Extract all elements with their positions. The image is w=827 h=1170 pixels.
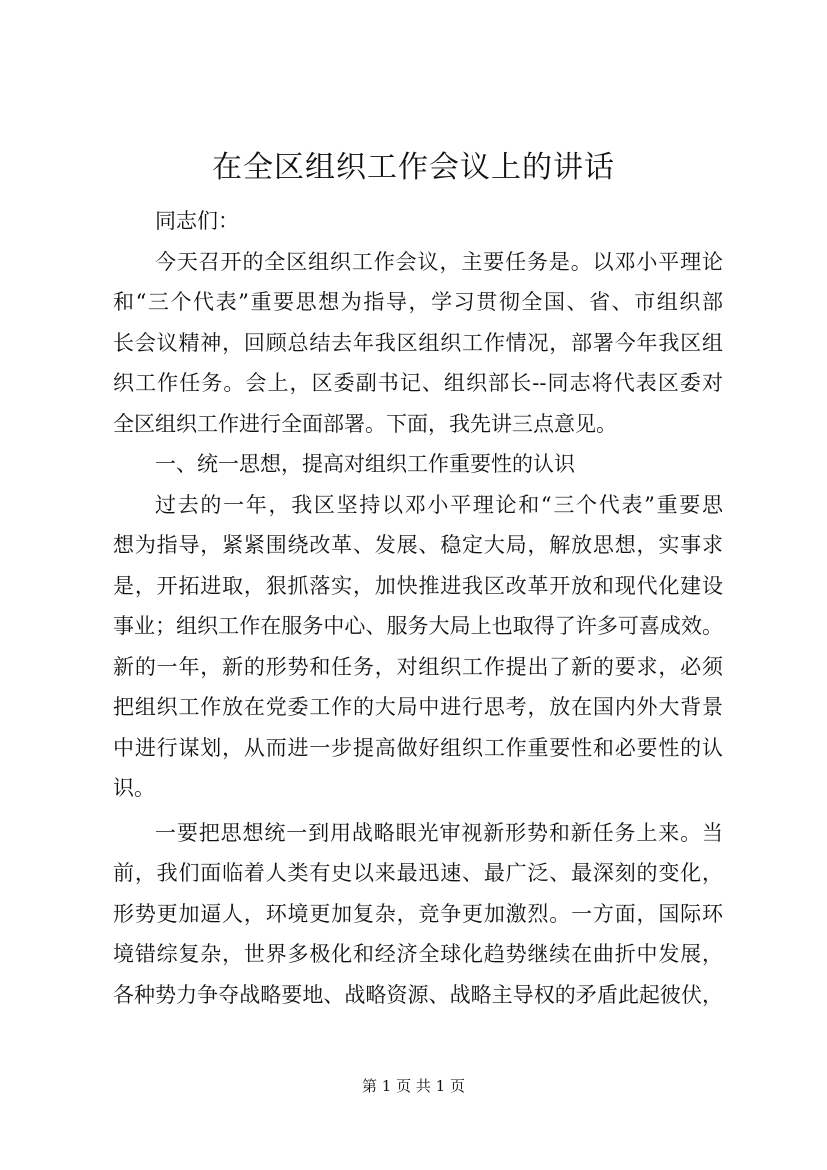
text-line: 是，开拓进取，狠抓落实，加快推进我区改革开放和现代化建设 (113, 573, 723, 598)
text-line: 一要把思想统一到用战略眼光审视新形势和新任务上来。当 (155, 820, 723, 845)
text-line: 识。 (113, 776, 155, 800)
text-line: 想为指导，紧紧围绕改革、发展、稳定大局，解放思想，实事求 (113, 533, 723, 557)
salutation-line: 同志们： (155, 209, 239, 233)
text-line: 各种势力争夺战略要地、战略资源、战略主导权的矛盾此起彼伏， (113, 982, 723, 1007)
text-line: 长会议精神，回顾总结去年我区组织工作情况，部署今年我区组 (113, 330, 723, 355)
text-line: 事业；组织工作在服务中心、服务大局上也取得了许多可喜成效。 (113, 614, 723, 638)
document-body (113, 201, 723, 1015)
text-line: 织工作任务。会上，区委副书记、组织部长--同志将代表区委对 (113, 371, 723, 395)
page-number-footer: 第 1 页 共 1 页 (362, 1077, 465, 1095)
text-line: 前，我们面临着人类有史以来最迅速、最广泛、最深刻的变化， (113, 861, 723, 885)
text-line: 中进行谋划，从而进一步提高做好组织工作重要性和必要性的认 (113, 735, 723, 760)
text-line: 今天召开的全区组织工作会议，主要任务是。以邓小平理论 (155, 249, 723, 274)
text-line: 和“三个代表”重要思想为指导，学习贯彻全国、省、市组织部 (113, 290, 723, 314)
text-line: 过去的一年，我区坚持以邓小平理论和“三个代表”重要思 (155, 492, 723, 517)
text-line: 把组织工作放在党委工作的大局中进行思考，放在国内外大背景 (113, 695, 723, 719)
text-line: 境错综复杂，世界多极化和经济全球化趋势继续在曲折中发展， (113, 942, 723, 966)
text-line: 全区组织工作进行全面部署。下面，我先讲三点意见。 (113, 411, 617, 436)
section-heading: 一、统一思想，提高对组织工作重要性的认识 (155, 452, 575, 476)
text-line: 形势更加逼人，环境更加复杂，竞争更加激烈。一方面，国际环 (113, 901, 723, 926)
document-title: 在全区组织工作会议上的讲话 (212, 150, 615, 185)
text-line: 新的一年，新的形势和任务，对组织工作提出了新的要求，必须 (113, 654, 723, 679)
